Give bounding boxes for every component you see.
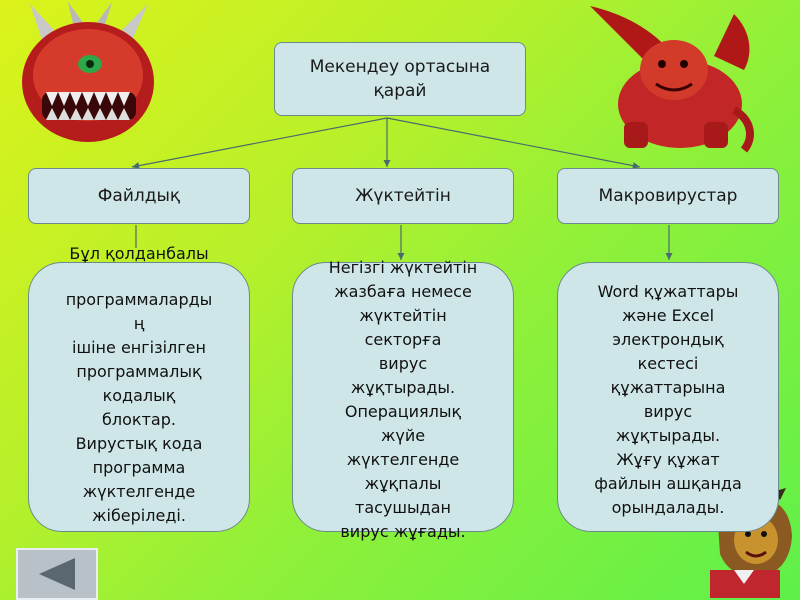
category-file (28, 168, 250, 224)
category-label: Макровирустар (598, 186, 738, 206)
category-macro (557, 168, 779, 224)
description-text-file: программаларды ң ішіне енгізілген программалық кодалық блоктар. Вирустық кода программа жүктелгенде жіберіледі. (65, 290, 213, 525)
back-button[interactable] (16, 548, 98, 600)
root-node (274, 42, 526, 116)
root-label: Мекендеу ортасына қарай (309, 57, 491, 101)
red-gargoyle-icon (584, 0, 762, 158)
description-text-boot: Негізгі жүктейтін жазбаға немесе жүктейтін секторға вирус жұқтырады. Операциялық жүйе жүктелгенде жұқпалы тасушыдан вирус жұғады. (328, 258, 478, 541)
red-monster-icon (12, 0, 164, 150)
category-label: Жүктейтін (355, 186, 451, 206)
back-arrow-icon (35, 556, 79, 592)
category-label: Файлдық (97, 186, 181, 206)
category-boot (292, 168, 514, 224)
description-text-macro: Word құжаттары және Excel электрондық кестесі құжаттарына вирус жұқтырады. Жұғу құжат файлын ашқанда орындалады. (594, 282, 742, 517)
description-caption: Бұл қолданбалы (69, 244, 209, 263)
